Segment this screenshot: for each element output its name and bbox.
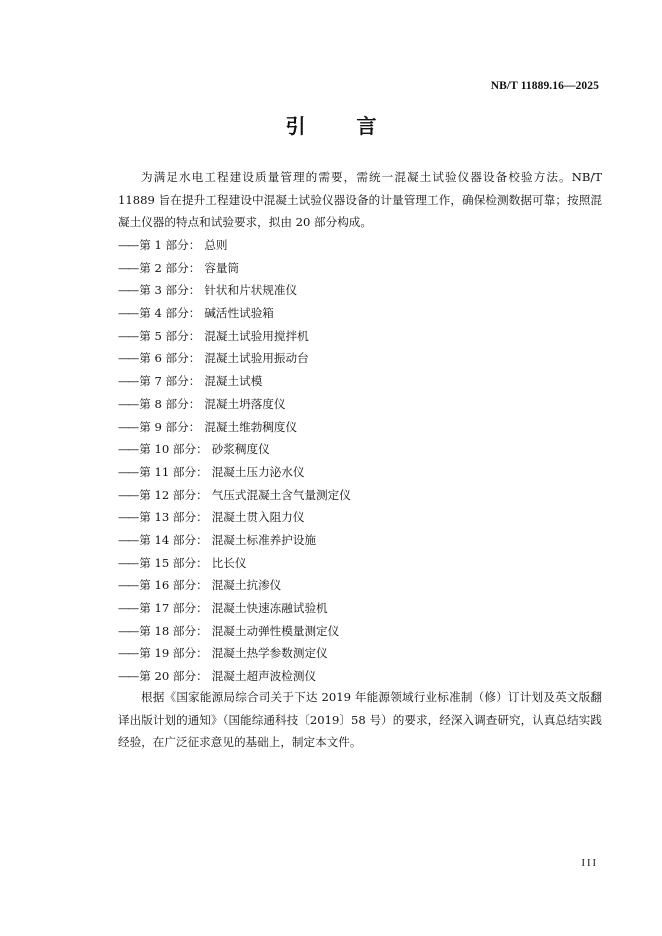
- part-label: 第 19 部分：: [139, 646, 208, 661]
- list-dash: ——: [118, 351, 138, 366]
- part-label: 第 1 部分：: [139, 238, 201, 252]
- list-dash: ——: [118, 487, 138, 502]
- part-label: 第 15 部分：: [139, 555, 208, 570]
- list-dash: ——: [118, 532, 138, 547]
- page-title: 引 言: [285, 114, 399, 138]
- part-name: 混凝土坍落度仪: [204, 396, 286, 411]
- list-item: [118, 529, 351, 552]
- list-dash: ——: [118, 419, 138, 434]
- outro-paragraph: 根据《国家能源局综合司关于下达 2019 年能源领域行业标准制（修）订计划及英文版翻译出版计划的通知》（国能综通科技〔2019〕58 号）的要求，经深入调查研究，认真总结实践经验，在广泛征求意见的基础上，制定本文件。: [118, 690, 602, 750]
- outro-section: [118, 686, 602, 754]
- list-dash: ——: [118, 601, 138, 615]
- intro-section: [118, 166, 602, 234]
- part-label: 第 9 部分：: [139, 419, 201, 434]
- part-label: 第 18 部分：: [139, 623, 208, 638]
- list-item: [118, 484, 351, 507]
- list-dash: ——: [118, 646, 138, 661]
- part-name: 混凝土试验用搅拌机: [204, 328, 309, 343]
- list-item: [118, 393, 351, 416]
- list-dash: ——: [118, 396, 138, 411]
- list-item: [118, 597, 351, 620]
- part-label: 第 13 部分：: [139, 510, 208, 525]
- list-item: [118, 416, 351, 439]
- list-item: [118, 302, 351, 325]
- part-name: 混凝土超声波检测仪: [211, 669, 317, 684]
- part-label: 第 8 部分：: [139, 396, 201, 411]
- list-item: [118, 370, 351, 393]
- list-dash: ——: [118, 669, 138, 684]
- part-name: 混凝土试验用振动台: [204, 351, 309, 366]
- part-name: 针状和片状规准仪: [204, 283, 298, 298]
- part-name: 混凝土热学参数测定仪: [211, 646, 328, 661]
- list-item: [118, 279, 351, 302]
- part-label: 第 4 部分：: [139, 306, 201, 321]
- part-name: 容量筒: [204, 260, 240, 275]
- part-label: 第 5 部分：: [139, 328, 201, 343]
- list-dash: ——: [118, 464, 138, 479]
- part-name: 砂浆稠度仪: [211, 442, 270, 457]
- part-name: 总则: [204, 238, 228, 252]
- list-item: [118, 574, 351, 597]
- part-name: 混凝土标准养护设施: [211, 532, 317, 547]
- list-item: [118, 234, 351, 257]
- list-item: [118, 506, 351, 529]
- intro-paragraph: 为满足水电工程建设质量管理的需要，需统一混凝土试验仪器设备校验方法。NB/T 11889 旨在提升工程建设中混凝土试验仪器设备的计量管理工作，确保检测数据可靠；按照混凝土仪器的特点和试验要求，拟由 20 部分构成。: [118, 170, 602, 230]
- list-item: [118, 620, 351, 643]
- part-name: 碱活性试验箱: [204, 306, 274, 321]
- part-name: 混凝土压力泌水仪: [211, 464, 305, 479]
- part-label: 第 16 部分：: [139, 578, 208, 593]
- list-dash: ——: [118, 510, 138, 525]
- list-item: [118, 257, 351, 280]
- list-dash: ——: [118, 374, 138, 389]
- part-label: 第 3 部分：: [139, 283, 201, 298]
- list-dash: ——: [118, 260, 138, 275]
- part-label: 第 14 部分：: [139, 532, 208, 547]
- part-label: 第 7 部分：: [139, 374, 201, 389]
- list-dash: ——: [118, 283, 138, 298]
- part-name: 混凝土抗渗仪: [211, 578, 282, 593]
- list-item: [118, 642, 351, 665]
- part-label: 第 11 部分：: [139, 464, 208, 479]
- list-dash: ——: [118, 442, 138, 457]
- part-name: 混凝土快速冻融试验机: [211, 601, 328, 615]
- list-dash: ——: [118, 238, 138, 252]
- list-dash: ——: [118, 328, 138, 343]
- part-label: 第 2 部分：: [139, 260, 201, 275]
- list-dash: ——: [118, 578, 138, 593]
- part-label: 第 17 部分：: [139, 601, 208, 615]
- list-item: [118, 347, 351, 370]
- page-number: III: [581, 858, 598, 869]
- list-dash: ——: [118, 306, 138, 321]
- list-dash: ——: [118, 623, 138, 638]
- part-name: 比长仪: [211, 555, 247, 570]
- part-label: 第 20 部分：: [139, 669, 208, 684]
- list-dash: ——: [118, 555, 138, 570]
- part-name: 混凝土维勃稠度仪: [204, 419, 298, 434]
- part-label: 第 12 部分：: [139, 487, 208, 502]
- parts-list: [118, 234, 351, 688]
- part-name: 混凝土贯入阻力仪: [211, 510, 305, 525]
- part-label: 第 6 部分：: [139, 351, 201, 366]
- standard-number: NB/T 11889.16—2025: [490, 80, 599, 92]
- list-item: [118, 461, 351, 484]
- list-item: [118, 665, 351, 688]
- part-name: 混凝土动弹性模量测定仪: [211, 623, 340, 638]
- list-item: [118, 325, 351, 348]
- list-item: [118, 438, 351, 461]
- part-name: 混凝土试模: [204, 374, 263, 389]
- part-name: 气压式混凝土含气量测定仪: [211, 487, 351, 502]
- part-label: 第 10 部分：: [139, 442, 208, 457]
- list-item: [118, 552, 351, 575]
